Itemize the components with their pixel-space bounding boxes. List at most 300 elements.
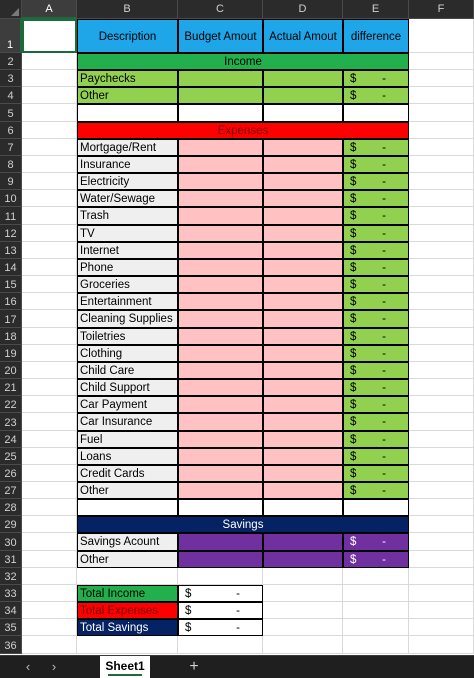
empty-cell[interactable] xyxy=(409,499,474,516)
row-header-7[interactable]: 7 xyxy=(0,139,22,156)
empty-cell[interactable] xyxy=(178,636,263,653)
dash-value: - xyxy=(382,347,386,360)
empty-cell[interactable] xyxy=(409,362,474,379)
expenses-item-label[interactable]: Water/Sewage xyxy=(77,190,178,207)
savings-actual-cell[interactable] xyxy=(263,551,343,568)
expenses-item-label[interactable]: Internet xyxy=(77,242,178,259)
currency-symbol: $ xyxy=(350,176,357,189)
expenses-difference-cell[interactable] xyxy=(343,345,409,362)
row-header-27[interactable]: 27 xyxy=(0,482,22,499)
row-header-10[interactable]: 10 xyxy=(0,190,22,207)
empty-cell[interactable] xyxy=(409,585,474,602)
column-header-f[interactable]: F xyxy=(409,0,474,19)
empty-cell[interactable] xyxy=(22,499,77,516)
expenses-actual-cell[interactable] xyxy=(263,242,343,259)
savings-item-label[interactable]: Other xyxy=(77,551,178,568)
currency-symbol: $ xyxy=(350,73,357,86)
dash-value: - xyxy=(382,73,386,86)
dash-value: - xyxy=(382,536,386,549)
empty-cell[interactable] xyxy=(178,568,263,585)
dash-value: - xyxy=(382,279,386,292)
empty-cell[interactable] xyxy=(22,619,77,636)
empty-cell[interactable] xyxy=(263,568,343,585)
savings-actual-cell[interactable] xyxy=(263,533,343,550)
empty-cell[interactable] xyxy=(409,379,474,396)
empty-cell[interactable] xyxy=(22,585,77,602)
currency-symbol: $ xyxy=(185,587,192,600)
dash-value: - xyxy=(382,261,386,274)
empty-cell[interactable] xyxy=(22,568,77,585)
empty-cell[interactable] xyxy=(409,396,474,413)
row-header-24[interactable]: 24 xyxy=(0,431,22,448)
sheet-tab-label: Sheet1 xyxy=(105,659,145,673)
empty-cell[interactable] xyxy=(22,362,77,379)
empty-cell[interactable] xyxy=(22,242,77,259)
expenses-item-label[interactable]: Car Insurance xyxy=(77,413,178,430)
expenses-item-label[interactable]: Child Care xyxy=(77,362,178,379)
row-header-6[interactable]: 6 xyxy=(0,122,22,139)
row-header-35[interactable]: 35 xyxy=(0,619,22,636)
empty-cell[interactable] xyxy=(22,551,77,568)
dash-value: - xyxy=(382,450,386,463)
row-header-23[interactable]: 23 xyxy=(0,413,22,430)
total-label[interactable]: Total Savings xyxy=(77,619,178,636)
blank-cell[interactable] xyxy=(343,104,409,121)
header-description[interactable]: Description xyxy=(77,19,178,53)
expenses-actual-cell[interactable] xyxy=(263,431,343,448)
expenses-item-label[interactable]: Entertainment xyxy=(77,293,178,310)
select-all-button[interactable] xyxy=(0,0,22,19)
row-header-14[interactable]: 14 xyxy=(0,259,22,276)
currency-symbol: $ xyxy=(350,227,357,240)
row-header-33[interactable]: 33 xyxy=(0,585,22,602)
empty-cell[interactable] xyxy=(22,345,77,362)
previous-sheet-icon[interactable]: ‹ xyxy=(25,659,31,674)
row-header-32[interactable]: 32 xyxy=(0,568,22,585)
column-header-row xyxy=(0,0,474,19)
header-actual[interactable]: Actual Amout xyxy=(263,19,343,53)
blank-cell[interactable] xyxy=(178,499,263,516)
expenses-difference-cell[interactable] xyxy=(343,465,409,482)
expenses-difference-cell[interactable] xyxy=(343,156,409,173)
empty-cell[interactable] xyxy=(22,139,77,156)
expenses-difference-cell[interactable] xyxy=(343,225,409,242)
expenses-item-label[interactable]: Other xyxy=(77,482,178,499)
income-actual-cell[interactable] xyxy=(263,70,343,87)
selected-cell-a1[interactable] xyxy=(22,19,77,53)
empty-cell[interactable] xyxy=(409,413,474,430)
income-difference-cell[interactable] xyxy=(343,70,409,87)
expenses-budget-cell[interactable] xyxy=(178,482,263,499)
row-header-25[interactable]: 25 xyxy=(0,448,22,465)
next-sheet-icon[interactable]: › xyxy=(51,659,57,674)
expenses-actual-cell[interactable] xyxy=(263,156,343,173)
empty-cell[interactable] xyxy=(22,122,77,139)
row-header-5[interactable]: 5 xyxy=(0,104,22,121)
empty-cell[interactable] xyxy=(263,585,343,602)
expenses-budget-cell[interactable] xyxy=(178,362,263,379)
row-header-4[interactable]: 4 xyxy=(0,87,22,104)
column-header-e[interactable]: E xyxy=(343,0,409,19)
blank-cell[interactable] xyxy=(178,104,263,121)
empty-cell[interactable] xyxy=(409,70,474,87)
empty-cell[interactable] xyxy=(409,87,474,104)
expenses-budget-cell[interactable] xyxy=(178,207,263,224)
expenses-actual-cell[interactable] xyxy=(263,448,343,465)
empty-cell[interactable] xyxy=(343,602,409,619)
empty-cell[interactable] xyxy=(22,636,77,653)
empty-cell[interactable] xyxy=(22,190,77,207)
empty-cell[interactable] xyxy=(22,53,77,70)
row-header-26[interactable]: 26 xyxy=(0,465,22,482)
empty-cell[interactable] xyxy=(22,516,77,533)
expenses-actual-cell[interactable] xyxy=(263,328,343,345)
dash-value: - xyxy=(382,330,386,343)
row-header-31[interactable]: 31 xyxy=(0,551,22,568)
empty-cell[interactable] xyxy=(22,448,77,465)
empty-cell[interactable] xyxy=(22,259,77,276)
row-header-9[interactable]: 9 xyxy=(0,173,22,190)
expenses-budget-cell[interactable] xyxy=(178,156,263,173)
empty-cell[interactable] xyxy=(22,413,77,430)
currency-symbol: $ xyxy=(350,553,357,566)
blank-cell[interactable] xyxy=(263,499,343,516)
expenses-item-label[interactable]: TV xyxy=(77,225,178,242)
row-header-34[interactable]: 34 xyxy=(0,602,22,619)
expenses-actual-cell[interactable] xyxy=(263,396,343,413)
blank-cell[interactable] xyxy=(343,499,409,516)
expenses-budget-cell[interactable] xyxy=(178,431,263,448)
empty-cell[interactable] xyxy=(409,516,474,533)
row-header-1[interactable]: 1 xyxy=(0,19,22,53)
expenses-difference-cell[interactable] xyxy=(343,259,409,276)
income-item-label[interactable]: Paychecks xyxy=(77,70,178,87)
total-value-cell[interactable] xyxy=(178,619,263,636)
expenses-item-label[interactable]: Clothing xyxy=(77,345,178,362)
expenses-actual-cell[interactable] xyxy=(263,173,343,190)
expenses-item-label[interactable]: Toiletries xyxy=(77,328,178,345)
expenses-difference-cell[interactable] xyxy=(343,431,409,448)
row-header-21[interactable]: 21 xyxy=(0,379,22,396)
currency-symbol: $ xyxy=(350,364,357,377)
blank-cell[interactable] xyxy=(77,104,178,121)
row-header-11[interactable]: 11 xyxy=(0,207,22,224)
savings-budget-cell[interactable] xyxy=(178,533,263,550)
expenses-item-label[interactable]: Trash xyxy=(77,207,178,224)
row-header-20[interactable]: 20 xyxy=(0,362,22,379)
expenses-item-label[interactable]: Groceries xyxy=(77,276,178,293)
expenses-item-label[interactable]: Credit Cards xyxy=(77,465,178,482)
empty-cell[interactable] xyxy=(409,173,474,190)
expenses-budget-cell[interactable] xyxy=(178,345,263,362)
currency-symbol: $ xyxy=(350,244,357,257)
income-actual-cell[interactable] xyxy=(263,87,343,104)
row-header-3[interactable]: 3 xyxy=(0,70,22,87)
empty-cell[interactable] xyxy=(409,482,474,499)
empty-cell[interactable] xyxy=(409,156,474,173)
currency-symbol: $ xyxy=(350,382,357,395)
currency-symbol: $ xyxy=(350,330,357,343)
empty-cell[interactable] xyxy=(22,602,77,619)
currency-symbol: $ xyxy=(350,158,357,171)
expenses-actual-cell[interactable] xyxy=(263,310,343,327)
empty-cell[interactable] xyxy=(409,225,474,242)
expenses-budget-cell[interactable] xyxy=(178,465,263,482)
empty-cell[interactable] xyxy=(22,276,77,293)
dash-value: - xyxy=(382,193,386,206)
empty-cell[interactable] xyxy=(77,568,178,585)
expenses-item-label[interactable]: Loans xyxy=(77,448,178,465)
expenses-item-label[interactable]: Phone xyxy=(77,259,178,276)
empty-cell[interactable] xyxy=(263,619,343,636)
empty-cell[interactable] xyxy=(409,259,474,276)
empty-cell[interactable] xyxy=(22,87,77,104)
expenses-budget-cell[interactable] xyxy=(178,173,263,190)
income-difference-cell[interactable] xyxy=(343,87,409,104)
row-header-22[interactable]: 22 xyxy=(0,396,22,413)
empty-cell[interactable] xyxy=(22,379,77,396)
expenses-budget-cell[interactable] xyxy=(178,448,263,465)
income-budget-cell[interactable] xyxy=(178,70,263,87)
expenses-actual-cell[interactable] xyxy=(263,259,343,276)
column-header-a[interactable]: A xyxy=(22,0,77,19)
active-tab-underline xyxy=(108,674,142,676)
row-header-8[interactable]: 8 xyxy=(0,156,22,173)
sheet-tab-bar xyxy=(0,655,474,678)
dash-value: - xyxy=(382,416,386,429)
dash-value: - xyxy=(382,382,386,395)
expenses-budget-cell[interactable] xyxy=(178,242,263,259)
income-item-label[interactable]: Other xyxy=(77,87,178,104)
expenses-difference-cell[interactable] xyxy=(343,293,409,310)
empty-cell[interactable] xyxy=(22,431,77,448)
spreadsheet-grid[interactable] xyxy=(0,19,474,655)
expenses-difference-cell[interactable] xyxy=(343,276,409,293)
total-label[interactable]: Total Expenses xyxy=(77,602,178,619)
currency-symbol: $ xyxy=(350,279,357,292)
expenses-budget-cell[interactable] xyxy=(178,310,263,327)
empty-cell[interactable] xyxy=(409,568,474,585)
row-header-13[interactable]: 13 xyxy=(0,242,22,259)
expenses-actual-cell[interactable] xyxy=(263,379,343,396)
column-header-c[interactable]: C xyxy=(178,0,263,19)
column-header-d[interactable]: D xyxy=(263,0,343,19)
currency-symbol: $ xyxy=(350,313,357,326)
empty-cell[interactable] xyxy=(77,636,178,653)
empty-cell[interactable] xyxy=(22,310,77,327)
empty-cell[interactable] xyxy=(409,139,474,156)
row-header-36[interactable]: 36 xyxy=(0,636,22,653)
empty-cell[interactable] xyxy=(343,585,409,602)
dash-value: - xyxy=(382,296,386,309)
expenses-difference-cell[interactable] xyxy=(343,310,409,327)
empty-cell[interactable] xyxy=(22,156,77,173)
empty-cell[interactable] xyxy=(409,431,474,448)
currency-symbol: $ xyxy=(350,467,357,480)
expenses-budget-cell[interactable] xyxy=(178,396,263,413)
empty-cell[interactable] xyxy=(409,448,474,465)
expenses-budget-cell[interactable] xyxy=(178,413,263,430)
empty-cell[interactable] xyxy=(409,122,474,139)
add-sheet-icon[interactable]: + xyxy=(189,658,199,675)
dash-value: - xyxy=(382,553,386,566)
expenses-item-label[interactable]: Insurance xyxy=(77,156,178,173)
column-header-b[interactable]: B xyxy=(77,0,178,19)
empty-cell[interactable] xyxy=(409,551,474,568)
expenses-actual-cell[interactable] xyxy=(263,362,343,379)
empty-cell[interactable] xyxy=(409,345,474,362)
empty-cell[interactable] xyxy=(22,225,77,242)
dash-value: - xyxy=(382,158,386,171)
expenses-actual-cell[interactable] xyxy=(263,465,343,482)
empty-cell[interactable] xyxy=(22,482,77,499)
empty-cell[interactable] xyxy=(22,465,77,482)
empty-cell[interactable] xyxy=(409,328,474,345)
expenses-budget-cell[interactable] xyxy=(178,259,263,276)
currency-symbol: $ xyxy=(185,605,192,618)
row-header-19[interactable]: 19 xyxy=(0,345,22,362)
currency-symbol: $ xyxy=(350,347,357,360)
empty-cell[interactable] xyxy=(409,190,474,207)
empty-cell[interactable] xyxy=(409,310,474,327)
expenses-actual-cell[interactable] xyxy=(263,345,343,362)
empty-cell[interactable] xyxy=(343,619,409,636)
expenses-actual-cell[interactable] xyxy=(263,482,343,499)
empty-cell[interactable] xyxy=(263,602,343,619)
empty-cell[interactable] xyxy=(409,619,474,636)
expenses-budget-cell[interactable] xyxy=(178,225,263,242)
expenses-difference-cell[interactable] xyxy=(343,396,409,413)
expenses-item-label[interactable]: Fuel xyxy=(77,431,178,448)
dash-value: - xyxy=(236,587,240,600)
savings-section-title[interactable]: Savings xyxy=(77,516,409,533)
empty-cell[interactable] xyxy=(22,173,77,190)
blank-cell[interactable] xyxy=(77,499,178,516)
expenses-difference-cell[interactable] xyxy=(343,379,409,396)
empty-cell[interactable] xyxy=(409,293,474,310)
empty-cell[interactable] xyxy=(409,636,474,653)
expenses-budget-cell[interactable] xyxy=(178,276,263,293)
empty-cell[interactable] xyxy=(409,207,474,224)
empty-cell[interactable] xyxy=(409,533,474,550)
expenses-difference-cell[interactable] xyxy=(343,190,409,207)
empty-cell[interactable] xyxy=(409,465,474,482)
header-difference[interactable]: difference xyxy=(343,19,409,53)
empty-cell[interactable] xyxy=(343,568,409,585)
expenses-budget-cell[interactable] xyxy=(178,139,263,156)
row-header-2[interactable]: 2 xyxy=(0,53,22,70)
expenses-difference-cell[interactable] xyxy=(343,413,409,430)
empty-cell[interactable] xyxy=(22,70,77,87)
expenses-budget-cell[interactable] xyxy=(178,293,263,310)
expenses-actual-cell[interactable] xyxy=(263,139,343,156)
empty-cell[interactable] xyxy=(22,104,77,121)
expenses-actual-cell[interactable] xyxy=(263,190,343,207)
row-header-12[interactable]: 12 xyxy=(0,225,22,242)
expenses-budget-cell[interactable] xyxy=(178,379,263,396)
row-header-18[interactable]: 18 xyxy=(0,328,22,345)
currency-symbol: $ xyxy=(350,90,357,103)
sheet-tab-sheet1[interactable] xyxy=(100,656,150,678)
empty-cell[interactable] xyxy=(409,276,474,293)
total-value-cell[interactable] xyxy=(178,585,263,602)
expenses-difference-cell[interactable] xyxy=(343,482,409,499)
empty-cell[interactable] xyxy=(409,104,474,121)
currency-symbol: $ xyxy=(350,193,357,206)
expenses-actual-cell[interactable] xyxy=(263,207,343,224)
expenses-difference-cell[interactable] xyxy=(343,362,409,379)
row-header-30[interactable]: 30 xyxy=(0,533,22,550)
expenses-difference-cell[interactable] xyxy=(343,328,409,345)
total-label[interactable]: Total Income xyxy=(77,585,178,602)
header-budget[interactable]: Budget Amout xyxy=(178,19,263,53)
dash-value: - xyxy=(382,141,386,154)
row-header-15[interactable]: 15 xyxy=(0,276,22,293)
expenses-actual-cell[interactable] xyxy=(263,225,343,242)
empty-cell[interactable] xyxy=(22,293,77,310)
expenses-budget-cell[interactable] xyxy=(178,190,263,207)
empty-cell[interactable] xyxy=(22,207,77,224)
empty-cell[interactable] xyxy=(409,242,474,259)
dash-value: - xyxy=(382,176,386,189)
expenses-difference-cell[interactable] xyxy=(343,242,409,259)
expenses-budget-cell[interactable] xyxy=(178,328,263,345)
empty-cell[interactable] xyxy=(409,19,474,53)
income-section-title[interactable]: Income xyxy=(77,53,409,70)
expenses-difference-cell[interactable] xyxy=(343,139,409,156)
savings-difference-cell[interactable] xyxy=(343,551,409,568)
currency-symbol: $ xyxy=(350,433,357,446)
row-header-29[interactable]: 29 xyxy=(0,516,22,533)
savings-difference-cell[interactable] xyxy=(343,533,409,550)
empty-cell[interactable] xyxy=(263,636,343,653)
empty-cell[interactable] xyxy=(409,602,474,619)
expenses-difference-cell[interactable] xyxy=(343,448,409,465)
row-header-16[interactable]: 16 xyxy=(0,293,22,310)
empty-cell[interactable] xyxy=(409,53,474,70)
empty-cell[interactable] xyxy=(22,533,77,550)
expenses-item-label[interactable]: Cleaning Supplies xyxy=(77,310,178,327)
expenses-item-label[interactable]: Mortgage/Rent xyxy=(77,139,178,156)
currency-symbol: $ xyxy=(350,261,357,274)
expenses-item-label[interactable]: Electricity xyxy=(77,173,178,190)
empty-cell[interactable] xyxy=(22,396,77,413)
income-budget-cell[interactable] xyxy=(178,87,263,104)
total-value-cell[interactable] xyxy=(178,602,263,619)
expenses-difference-cell[interactable] xyxy=(343,207,409,224)
expenses-actual-cell[interactable] xyxy=(263,413,343,430)
row-header-28[interactable]: 28 xyxy=(0,499,22,516)
blank-cell[interactable] xyxy=(263,104,343,121)
expenses-section-title[interactable]: Expenses xyxy=(77,122,409,139)
expenses-item-label[interactable]: Child Support xyxy=(77,379,178,396)
expenses-difference-cell[interactable] xyxy=(343,173,409,190)
dash-value: - xyxy=(382,210,386,223)
empty-cell[interactable] xyxy=(343,636,409,653)
empty-cell[interactable] xyxy=(22,328,77,345)
dash-value: - xyxy=(382,467,386,480)
row-header-17[interactable]: 17 xyxy=(0,310,22,327)
expenses-actual-cell[interactable] xyxy=(263,276,343,293)
expenses-item-label[interactable]: Car Payment xyxy=(77,396,178,413)
expenses-actual-cell[interactable] xyxy=(263,293,343,310)
dash-value: - xyxy=(382,313,386,326)
select-all-triangle-icon xyxy=(11,8,19,16)
savings-item-label[interactable]: Savings Acount xyxy=(77,533,178,550)
savings-budget-cell[interactable] xyxy=(178,551,263,568)
dash-value: - xyxy=(236,622,240,635)
dash-value: - xyxy=(382,485,386,497)
